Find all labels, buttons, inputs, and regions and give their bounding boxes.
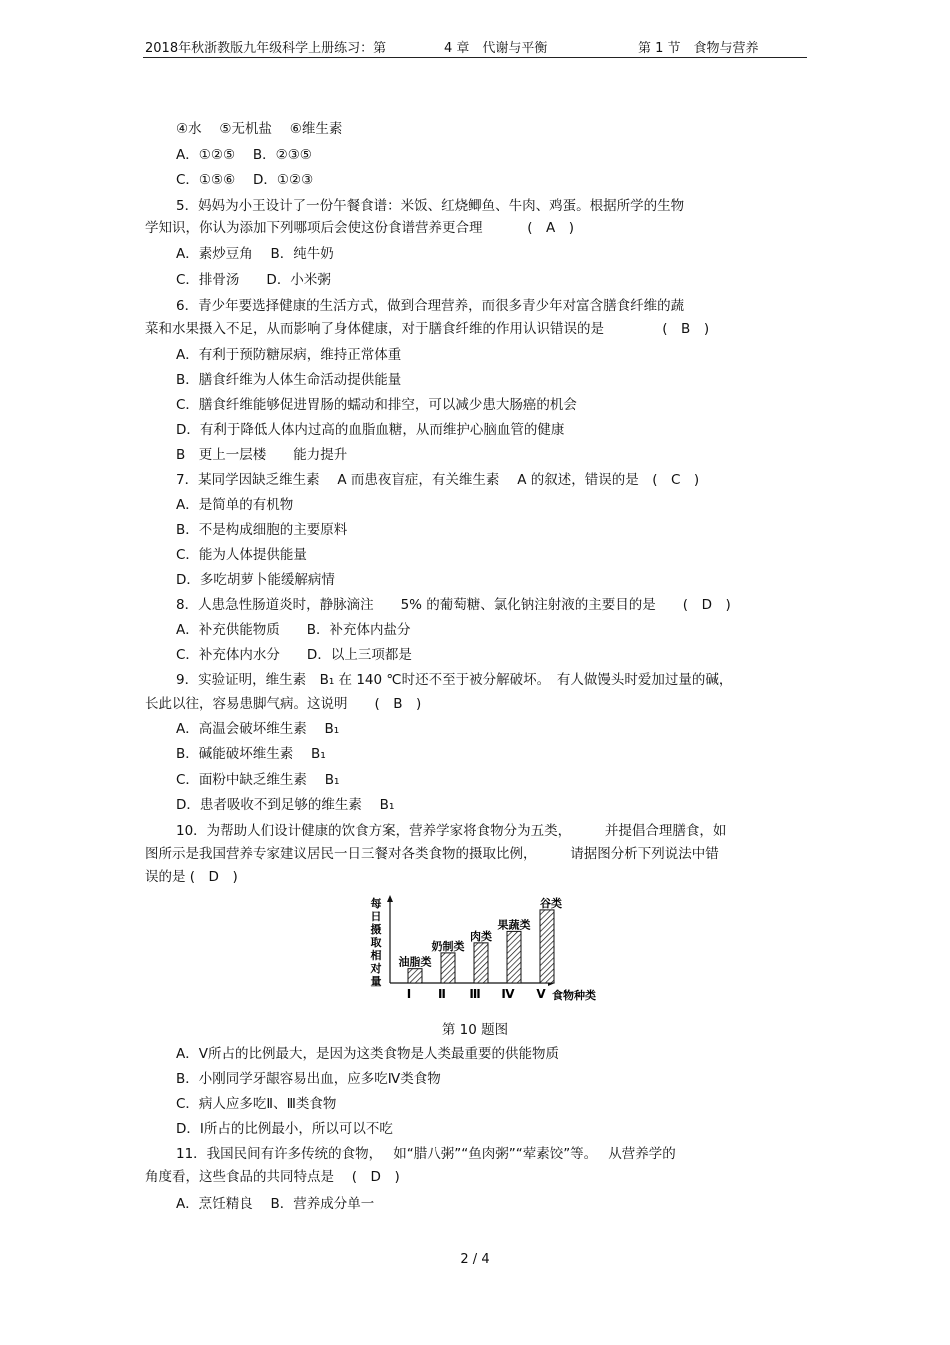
bar [441, 953, 455, 983]
page-number: 2 / 4 [460, 1252, 490, 1267]
text-line: D．有利于降低人体内过高的血脂血糖，从而维护心脑血管的健康 [176, 422, 565, 438]
text-line: C．补充体内水分 D．以上三项都是 [176, 647, 412, 663]
header-title: 2018年秋浙教版九年级科学上册练习：第 [145, 41, 387, 56]
question-7: 7．某同学因缺乏维生素 A 而患夜盲症，有关维生素 A 的叙述，错误的是 ( C ) [176, 472, 700, 488]
text-line: C．膳食纤维能够促进胃肠的蠕动和排空，可以减少患大肠癌的机会 [176, 397, 577, 413]
question-10: 10．为帮助人们设计健康的饮食方案，营养学家将食物分为五类， 并提倡合理膳食，如 [176, 823, 727, 839]
text-line: 长此以往，容易患脚气病。这说明 ( B ) [145, 696, 422, 712]
x-tick-label: Ⅳ [501, 987, 515, 1001]
text-line: B．碱能破坏维生素 B₁ [176, 746, 326, 762]
question-8: 8．人患急性肠道炎时，静脉滴注 5% 的葡萄糖、氯化钠注射液的主要目的是 ( D ) [176, 597, 731, 613]
x-tick-label: Ⅴ [536, 987, 546, 1001]
text-line: C．排骨汤 D．小米粥 [176, 272, 331, 288]
bar-label: 谷类 [540, 896, 562, 910]
text-line: A．Ⅴ所占的比例最大，是因为这类食物是人类最重要的供能物质 [176, 1046, 559, 1062]
text-line: A．有利于预防糖尿病，维持正常体重 [176, 347, 402, 363]
bar [507, 931, 521, 983]
section-heading: B 更上一层楼 能力提升 [176, 447, 348, 463]
y-axis-label: 每日摄取相对量 [370, 897, 382, 988]
text-line: A．①②⑤ B．②③⑤ [176, 147, 312, 163]
text-line: 菜和水果摄入不足，从而影响了身体健康，对于膳食纤维的作用认识错误的是 ( B ) [145, 321, 710, 337]
bar [540, 910, 554, 983]
text-line: D．患者吸收不到足够的维生素 B₁ [176, 797, 395, 813]
text-line: A．素炒豆角 B．纯牛奶 [176, 246, 334, 262]
text-line: D．多吃胡萝卜能缓解病情 [176, 572, 335, 588]
text-line: 误的是 ( D ) [145, 869, 238, 885]
x-tick-label: Ⅲ [469, 987, 481, 1001]
text-line: A．补充供能物质 B．补充体内盐分 [176, 622, 411, 638]
text-line: B．不是构成细胞的主要原料 [176, 522, 348, 538]
bar-label: 油脂类 [398, 955, 432, 969]
text-line: 学知识，你认为添加下列哪项后会使这份食谱营养更合理 ( A ) [145, 220, 575, 236]
text-line: ④水 ⑤无机盐 ⑥维生素 [176, 121, 343, 137]
food-intake-bar-chart [352, 893, 612, 1011]
text-line: A．烹饪精良 B．营养成分单一 [176, 1196, 375, 1212]
text-line: C．能为人体提供能量 [176, 547, 307, 563]
text-line: A．高温会破坏维生素 B₁ [176, 721, 340, 737]
x-tick-label: Ⅱ [438, 987, 446, 1001]
text-line: B．膳食纤维为人体生命活动提供能量 [176, 372, 402, 388]
bar [474, 943, 488, 983]
text-line: D．Ⅰ所占的比例最小，所以可以不吃 [176, 1121, 393, 1137]
text-line: C．面粉中缺乏维生素 B₁ [176, 772, 340, 788]
bar-label: 奶制类 [431, 939, 465, 953]
text-line: 图所示是我国营养专家建议居民一日三餐对各类食物的摄取比例， 请据图分析下列说法中错 [145, 846, 719, 862]
text-line: B．小刚同学牙龈容易出血，应多吃Ⅳ类食物 [176, 1071, 441, 1087]
figure-caption: 第 10 题图 [441, 1022, 509, 1038]
x-tick-label: Ⅰ [406, 987, 412, 1001]
text-line: 角度看，这些食品的共同特点是 ( D ) [145, 1169, 400, 1185]
question-9: 9．实验证明，维生素 B₁ 在 140 ℃时还不至于被分解破坏。 有人做馒头时爱加过量的碱， [176, 672, 733, 688]
bar-label: 果蔬类 [497, 918, 531, 932]
text-line: A．是简单的有机物 [176, 497, 294, 513]
text-line: C．①⑤⑥ D．①②③ [176, 172, 314, 188]
page-header [143, 36, 807, 58]
header-section: 第 1 节 食物与营养 [638, 41, 759, 56]
question-5: 5．妈妈为小王设计了一份午餐食谱：米饭、红烧鲫鱼、牛肉、鸡蛋。根据所学的生物 [176, 198, 685, 214]
bar [408, 969, 422, 983]
question-11: 11．我国民间有许多传统的食物， 如“腊八粥”“鱼肉粥”“荤素饺”等。 从营养学的 [176, 1146, 676, 1162]
text-line: C．病人应多吃Ⅱ、Ⅲ类食物 [176, 1096, 337, 1112]
x-axis-label: 食物种类 [552, 989, 596, 1002]
header-chapter: 4 章 代谢与平衡 [444, 41, 548, 56]
question-6: 6．青少年要选择健康的生活方式，做到合理营养，而很多青少年对富含膳食纤维的蔬 [176, 298, 685, 314]
bar-label: 肉类 [470, 929, 492, 943]
y-axis-arrow [387, 895, 393, 902]
